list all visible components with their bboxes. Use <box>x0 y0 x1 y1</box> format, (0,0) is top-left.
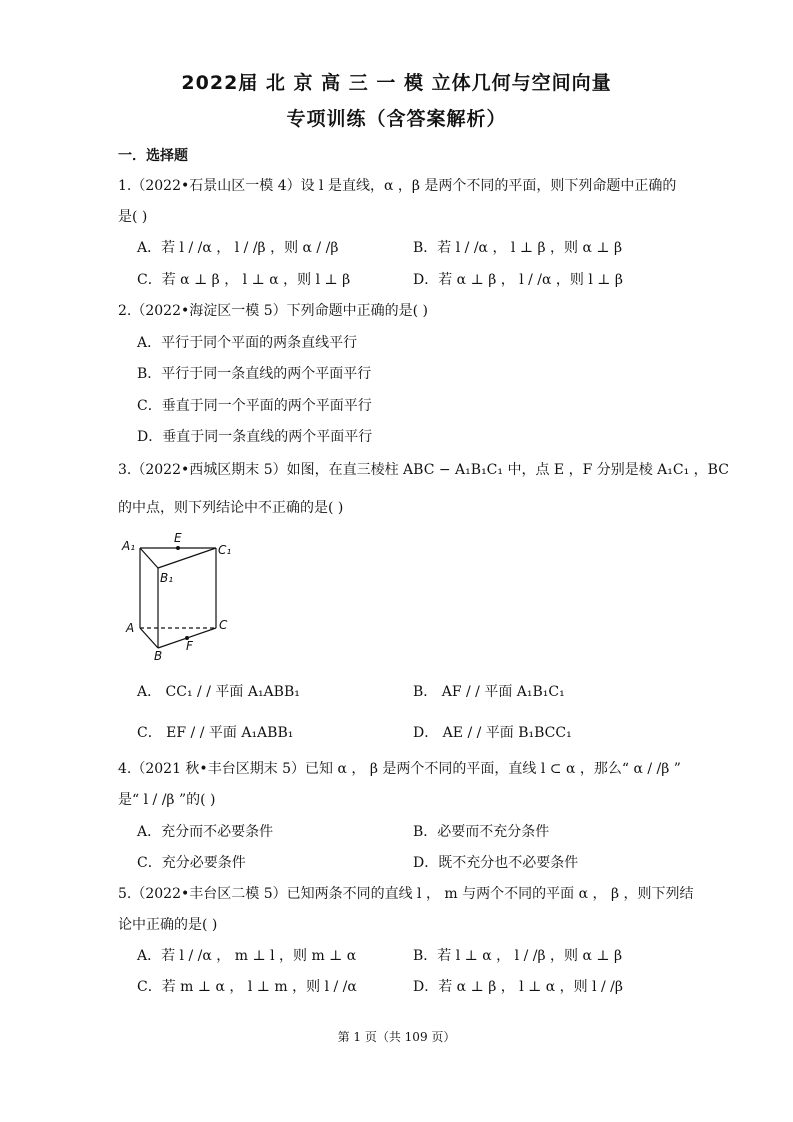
q4-option-a: A．充分而不必要条件 <box>137 824 274 840</box>
label-b1: B₁ <box>160 571 174 585</box>
q2-option-a: A．平行于同个平面的两条直线平行 <box>137 335 358 351</box>
label-c1: C₁ <box>218 543 232 557</box>
q1-option-b: B．若 l / /α ， l ⊥ β ，则 α ⊥ β <box>413 240 623 256</box>
q3-stem-line2: 的中点，则下列结论中不正确的是( ) <box>118 500 344 516</box>
q4-option-c: C．充分必要条件 <box>137 855 246 871</box>
q3-option-c: C． EF / / 平面 A₁ABB₁ <box>137 725 294 741</box>
q4-stem-line2: 是“ l / /β ”的( ) <box>118 792 216 808</box>
label-a1: A₁ <box>122 539 136 553</box>
edge-b1-c1 <box>158 548 216 568</box>
label-a: A <box>126 621 135 635</box>
page-footer: 第 1 页（共 109 页） <box>337 1030 456 1044</box>
q5-option-a: A．若 l / /α ， m ⊥ l ，则 m ⊥ α <box>137 948 357 964</box>
q3-stem-line1: 3.（2022•西城区期末 5）如图，在直三棱柱 ABC − A₁B₁C₁ 中，点 E ，F 分别是棱 A₁C₁ ，BC <box>118 462 729 478</box>
q2-option-d: D．垂直于同一条直线的两个平面平行 <box>137 429 373 445</box>
edge-a1-b1 <box>140 548 158 568</box>
q4-option-d: D．既不充分也不必要条件 <box>413 855 579 871</box>
q5-option-d: D．若 α ⊥ β ， l ⊥ α ，则 l / /β <box>413 979 623 995</box>
label-e: E <box>174 531 182 545</box>
label-c: C <box>219 618 228 632</box>
q3-option-d: D． AE / / 平面 B₁BCC₁ <box>413 725 572 741</box>
q3-option-a: A． CC₁ / / 平面 A₁ABB₁ <box>137 684 300 700</box>
q2-option-c: C．垂直于同一个平面的两个平面平行 <box>137 398 372 414</box>
section-heading: 一．选择题 <box>118 148 188 164</box>
point-e <box>176 546 180 550</box>
q5-option-b: B．若 l ⊥ α ， l / /β ，则 α ⊥ β <box>413 948 623 964</box>
q2-option-b: B．平行于同一条直线的两个平面平行 <box>137 366 372 382</box>
q5-stem-line2: 论中正确的是( ) <box>118 917 218 933</box>
q4-option-b: B．必要而不充分条件 <box>413 824 550 840</box>
q1-stem-line1: 1.（2022•石景山区一模 4）设 l 是直线，α ，β 是两个不同的平面，则下列命题中正确的 <box>118 178 677 194</box>
q4-stem-line1: 4.（2021 秋•丰台区期末 5）已知 α ， β 是两个不同的平面，直线 l ⊂ α ，那么“ α / /β ” <box>118 761 681 777</box>
label-f: F <box>186 639 193 653</box>
prism-figure <box>118 528 248 664</box>
q1-option-a: A．若 l / /α ， l / /β ，则 α / /β <box>137 240 339 256</box>
q3-option-b: B． AF / / 平面 A₁B₁C₁ <box>413 684 565 700</box>
q2-stem: 2.（2022•海淀区一模 5）下列命题中正确的是( ) <box>118 303 428 319</box>
q1-option-c: C．若 α ⊥ β ， l ⊥ α ，则 l ⊥ β <box>137 272 351 288</box>
label-b: B <box>154 649 163 663</box>
q1-option-d: D．若 α ⊥ β ， l / /α ，则 l ⊥ β <box>413 272 623 288</box>
q5-stem-line1: 5.（2022•丰台区二模 5）已知两条不同的直线 l ， m 与两个不同的平面 α ， β ，则下列结 <box>118 886 694 902</box>
edge-a-b <box>140 628 158 648</box>
page-title-line1: 2022届 北 京 高 三 一 模 立体几何与空间向量 <box>181 72 612 94</box>
q5-option-c: C．若 m ⊥ α ， l ⊥ m ，则 l / /α <box>137 979 357 995</box>
page-title-line2: 专项训练（含答案解析） <box>286 108 507 130</box>
q1-stem-line2: 是( ) <box>118 209 148 225</box>
